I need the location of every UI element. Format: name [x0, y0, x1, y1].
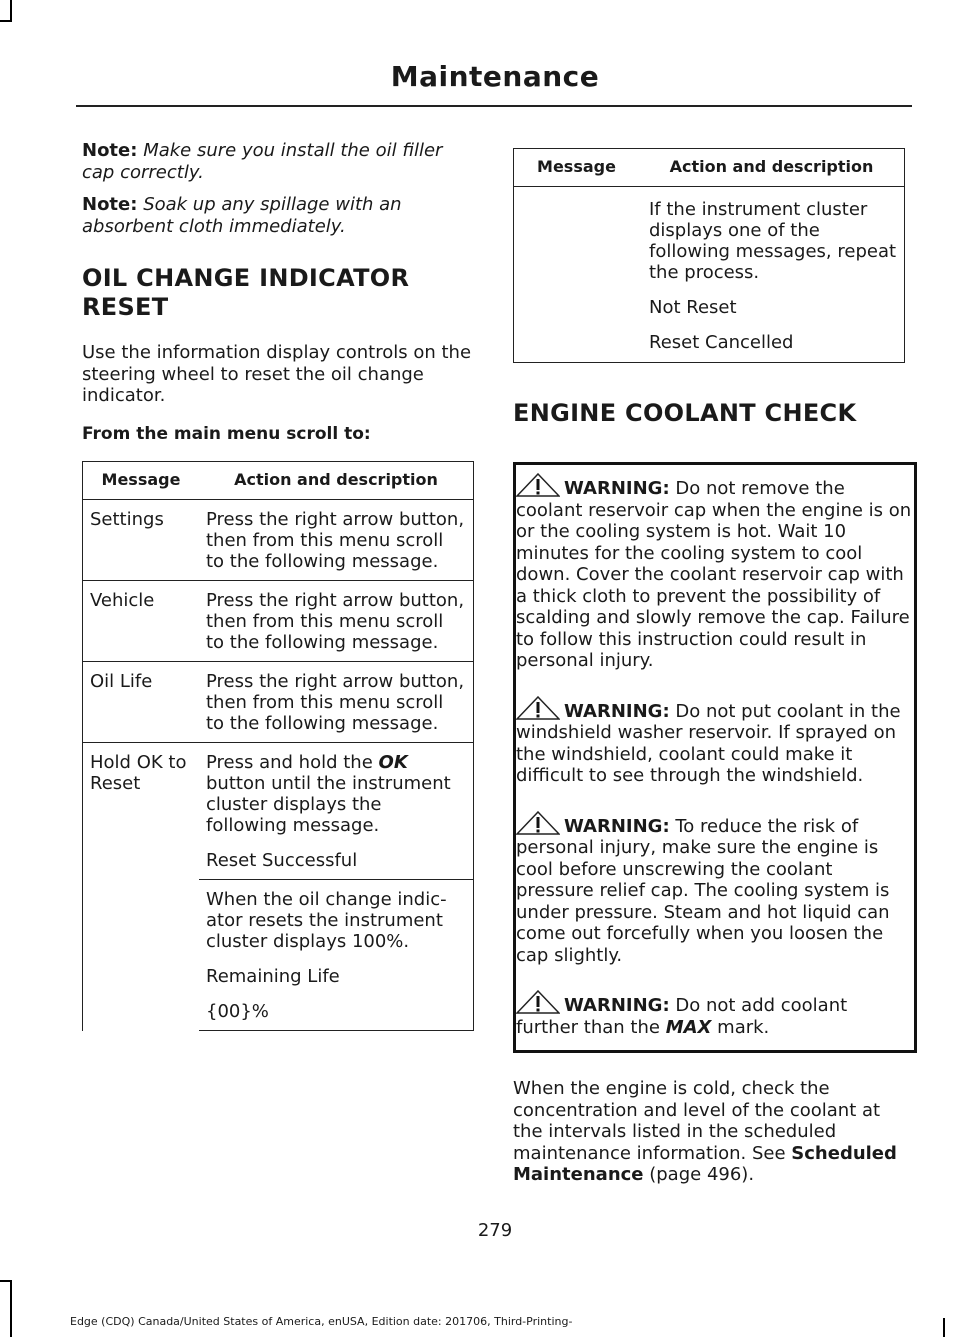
display-message: Reset Cancelled — [649, 332, 794, 353]
right-column — [513, 148, 913, 1186]
warning-triangle-icon — [516, 696, 560, 720]
crop-mark — [0, 1280, 12, 1282]
crop-mark — [0, 20, 12, 22]
crop-mark — [10, 1280, 12, 1337]
action-cell: If the instrument cluster displays one of the following messages, repeat the process. Not Reset Reset Cancelled — [639, 187, 905, 363]
message-cell: Oil Life — [83, 662, 200, 743]
warning-triangle-icon — [516, 990, 560, 1014]
warning: WARNING: Do not put coolant in the windshield washer reservoir. If sprayed on the windshield, coolant could make it difficult to see through the windshield. — [516, 696, 914, 787]
column-header-message: Message — [83, 462, 200, 500]
oil-reset-table-continued — [513, 148, 905, 363]
message-cell: Vehicle — [83, 581, 200, 662]
column-header-message: Message — [514, 149, 640, 187]
oil-reset-table — [82, 461, 474, 1031]
action-cell: Press the right arrow button, then from this menu scroll to the following message. — [199, 662, 474, 743]
display-message: {00}% — [206, 1001, 269, 1022]
left-column — [82, 140, 474, 1031]
message-cell: Hold OK to Reset — [83, 743, 200, 1031]
crop-mark — [10, 0, 12, 22]
action-cell: Press the right arrow button, then from this menu scroll to the following message. — [199, 500, 474, 581]
table-row — [83, 662, 474, 743]
action-cell: Press the right arrow button, then from this menu scroll to the following message. — [199, 581, 474, 662]
table-row — [83, 581, 474, 662]
cross-reference-link[interactable]: Scheduled Maintenance — [513, 1142, 897, 1185]
warning: WARNING: Do not remove the coolant reservoir cap when the engine is on or the cooling system is hot. Wait 10 minutes for the cooling system to cool down. Cover the coolant reservoir cap with a thick cloth to prevent the possibility of scalding and slowly remove the cap. Failure to follow this instruction could result in personal injury. — [516, 473, 914, 672]
table-header-row — [83, 462, 474, 500]
display-message: Reset Successful — [206, 850, 358, 871]
table-row — [514, 187, 905, 363]
warning-box — [513, 462, 917, 1053]
page-number: 279 — [477, 1220, 513, 1241]
coolant-check-paragraph: When the engine is cold, check the concentration and level of the coolant at the intervals listed in the scheduled maintenance information. See Scheduled Maintenance (page 496). — [513, 1078, 897, 1185]
warning: WARNING: Do not add coolant further than the MAX mark. — [516, 990, 914, 1038]
table-row — [83, 743, 474, 880]
crop-mark — [943, 1318, 945, 1337]
note: Note: Soak up any spillage with an absorbent cloth immediately. — [82, 194, 402, 237]
column-header-action: Action and description — [199, 462, 474, 500]
display-message: Remaining Life — [206, 966, 340, 987]
footer-text: Edge (CDQ) Canada/United States of America, enUSA, Edition date: 201706, Third-Printing- — [70, 1315, 573, 1328]
message-cell — [514, 187, 640, 363]
note: Note: Make sure you install the oil filler cap correctly. — [82, 140, 443, 183]
section-heading-oil-reset: OIL CHANGE INDICATOR RESET — [82, 264, 410, 321]
display-message: Not Reset — [649, 297, 737, 318]
lead-text: From the main menu scroll to: — [82, 423, 371, 444]
action-cell: When the oil change indic-ator resets the instrument cluster displays 100%. Remaining Life {00}% — [199, 880, 474, 1031]
warning-triangle-icon — [516, 811, 560, 835]
action-cell: Press and hold the OK button until the instrument cluster displays the following message. Reset Successful — [199, 743, 474, 880]
intro-paragraph: Use the information display controls on the steering wheel to reset the oil change indicator. — [82, 342, 472, 406]
table-header-row — [514, 149, 905, 187]
message-cell: Settings — [83, 500, 200, 581]
warning-triangle-icon — [516, 473, 560, 497]
page-title: Maintenance — [390, 60, 600, 93]
column-header-action: Action and description — [639, 149, 905, 187]
section-heading-coolant: ENGINE COOLANT CHECK — [513, 399, 857, 427]
table-row — [83, 500, 474, 581]
header-divider — [76, 105, 912, 107]
warning: WARNING: To reduce the risk of personal injury, make sure the engine is cool before unscrewing the coolant pressure relief cap. The cooling system is under pressure. Steam and hot liquid can come out forcefully when you loosen the cap slightly. — [516, 811, 914, 967]
